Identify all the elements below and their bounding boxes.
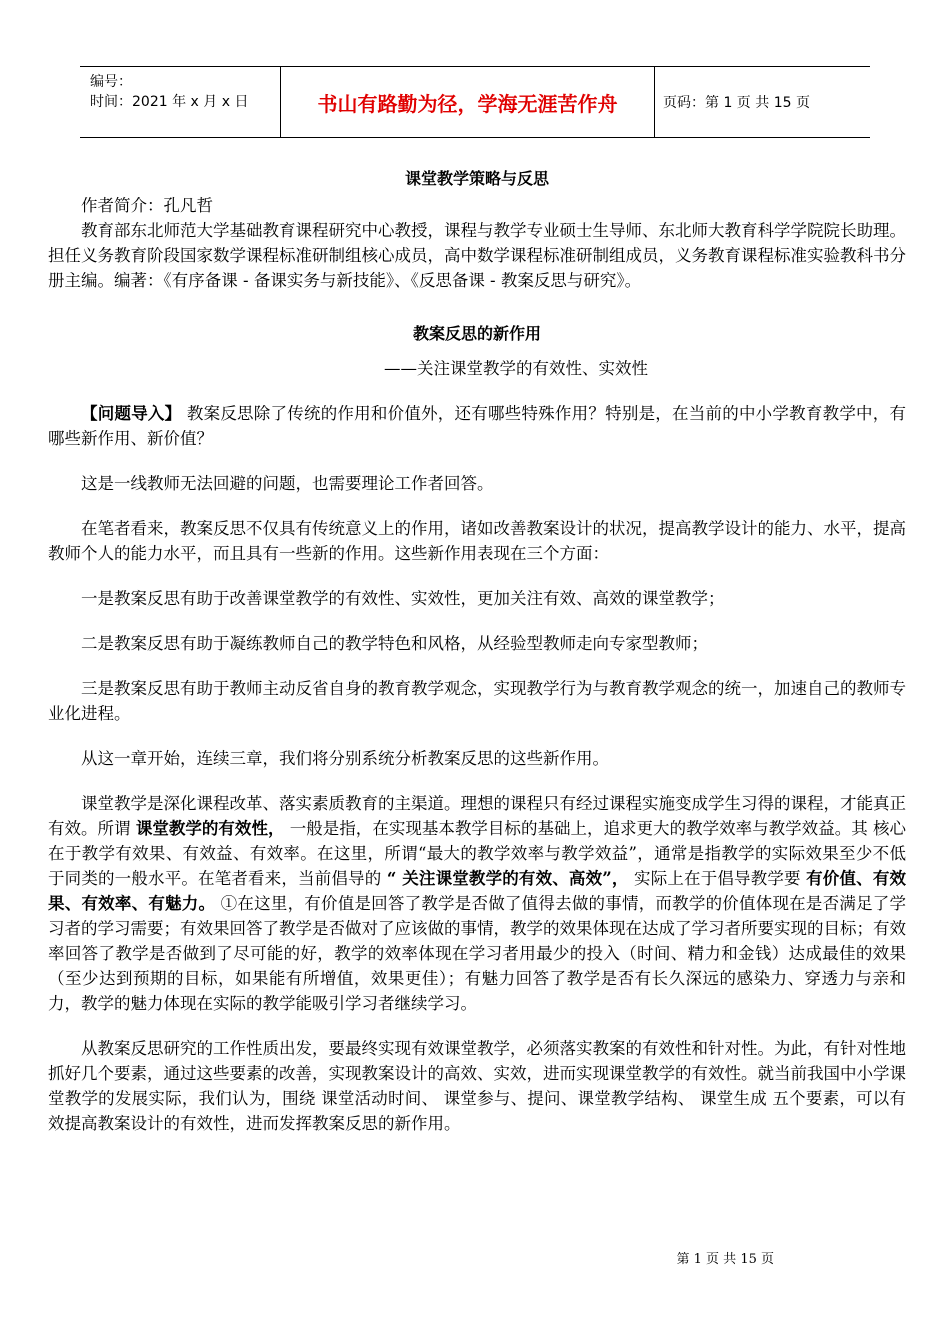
section-title: 教案反思的新作用 [412,324,541,343]
intro-label: 【问题导入】 [81,404,182,423]
text-run: ①在这里，有价值是回答了教学是否做了值得去做的事情，而教学的价值体现在是否满足了学习者的学习需要；有效果回答了教学是否做对了应该做的事情，教学的效果体现在达成了学习者所要实现的目标；有效率回答了教学是否做到了尽可能的好，教学的效率体现在学习者用最少的投入（时间、精力和金钱）达成最佳的效果（至少达到预期的目标，如果能有所增值，效果更佳）；有魅力回答了教学是否有长久深远的感染力、穿透力与亲和力，教学的魅力体现在实际的教学能吸引学习者继续学习。 [48,894,907,1013]
paragraph: 在笔者看来，教案反思不仅具有传统意义上的作用，诸如改善教案设计的状况，提高教学设计的能力、水平，提高教师个人的能力水平，而且具有一些新的作用。这些新作用表现在三个方面： [48,519,906,563]
text-run: 实际上在于倡导教学要 [628,869,807,888]
paragraph: 从教案反思研究的工作性质出发，要最终实现有效课堂教学，必须落实教案的有效性和针对性。为此，有针对性地抓好几个要素，通过这些要素的改善，实现教案设计的高效、实效，进而实现课堂教学的有效性。就当前我国中小学课堂教学的发展实际，我们认为，围绕 课堂活动时间、 课堂参与、提问、课堂教学结构、 课堂生成 五个要素，可以有效提高教案设计的有效性，进而发挥教案反思的新作用。 [48,1039,906,1133]
code-label: 编号： [90,74,132,90]
paragraph: 二是教案反思有助于凝练教师自己的教学特色和风格，从经验型教师走向专家型教师； [81,634,708,653]
author-bio: 教育部东北师范大学基础教育课程研究中心教授，课程与教学专业硕士生导师、东北师大教育科学学院院长助理。担任义务教育阶段国家数学课程标准研制组核心成员，高中数学课程标准研制组成员，义务教育课程标准实验教科书分册主编。编著：《有序备课 - 备课实务与新技能》、《反思备课 - 教案反思与研究》。 [48,221,906,290]
paragraph: 三是教案反思有助于教师主动反省自身的教育教学观念，实现教学行为与教育教学观念的统一，加速自己的教师专业化进程。 [48,679,906,723]
bold-term: “ 关注课堂教学的有效、高效”， [386,869,629,888]
document-body [48,166,906,1136]
document-title: 课堂教学策略与反思 [404,169,549,188]
page-footer: 第 1 页 共 15 页 [676,1252,774,1267]
page-info: 页码：第 1 页 共 15 页 [663,95,810,111]
header-left-cell [80,67,280,137]
bold-term: 有价值、有效果、有效率、有魅力。 [48,869,906,913]
author-intro: 作者简介：孔凡哲 [81,196,213,215]
section-subtitle: ——关注课堂教学的有效性、实效性 [384,359,648,378]
text-run: 课堂教学是深化课程改革、落实素质教育的主渠道。理想的课程只有经过课程实施变成学生习得的课程，才能真正有效。所谓 [48,794,906,838]
paragraph: 从这一章开始，连续三章，我们将分别系统分析教案反思的这些新作用。 [81,749,609,768]
text-run: 一般是指，在实现基本教学目标的基础上，追求更大的教学效率与教学效益。其 核心在于教学有效果、有效益、有效率。在这里，所谓“最大的教学效率与教学效益”，通常是指教学的实际效果至少不低于同类的一般水平。在笔者看来，当前倡导的 [48,819,907,888]
paragraph: 这是一线教师无法回避的问题，也需要理论工作者回答。 [81,474,494,493]
paragraph-intro [48,401,906,451]
bold-term: 课堂教学的有效性， [135,819,285,838]
paragraph: 一是教案反思有助于改善课堂教学的有效性、实效性，更加关注有效、高效的课堂教学； [81,589,725,608]
motto: 书山有路勤为径，学海无涯苦作舟 [280,67,655,137]
paragraph-effectiveness [48,791,906,1016]
date-label: 时间：2021 年 x 月 x 日 [90,94,249,110]
header-table [80,66,870,138]
intro-text: 教案反思除了传统的作用和价值外，还有哪些特殊作用？特别是，在当前的中小学教育教学中，有哪些新作用、新价值？ [48,404,907,448]
